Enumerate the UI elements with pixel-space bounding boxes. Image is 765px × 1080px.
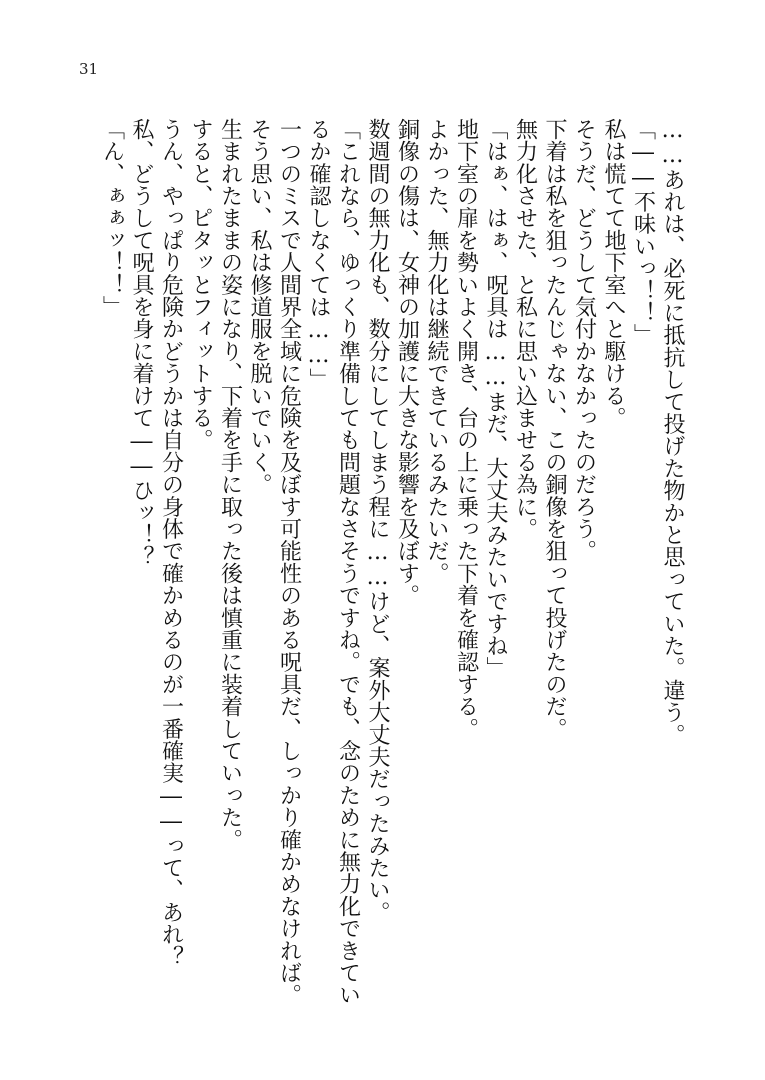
text-line: 生まれたままの姿になり、下着を手に取った後は慎重に装着していった。 <box>217 118 243 851</box>
text-line: 私、どうして呪具を身に着けて――ひッ！？ <box>129 118 154 568</box>
text-line: 「ん、ぁぁッ！！」 <box>99 118 125 318</box>
text-line: るか確認しなくては……」 <box>306 118 331 391</box>
body-text <box>97 118 687 1018</box>
text-line: 「これなら、ゆっくり準備しても問題なさそうですね。でも、念のために無力化できてい <box>335 118 361 1006</box>
text-line: 数週間の無力化も、数分にしてしまう程に……けど、案外大丈夫だったみたい。 <box>365 118 390 924</box>
text-line: ……あれは、必死に抵抗して投げた物かと思っていた。違う。 <box>660 118 685 746</box>
text-line: よかった、無力化は継続できているみたいだ。 <box>424 118 449 585</box>
text-line: 下着は私を狙ったんじゃない、この銅像を狙って投げたのだ。 <box>542 118 567 740</box>
text-line: 無力化させた、と私に思い込ませる為に。 <box>512 118 538 540</box>
text-line: そうだ、どうして気付かなかったのだろう。 <box>571 118 597 562</box>
text-line: そう思い、私は修道服を脱いでいく。 <box>247 118 272 496</box>
text-line: 一つのミスで人間界全域に危険を及ぼす可能性のある呪具だ、しっかり確かめなければ。 <box>276 118 302 1006</box>
text-line: 私は慌てて地下室へと駆ける。 <box>601 118 626 429</box>
text-line: 「はぁ、はぁ、呪具は……まだ、大丈夫みたいですね」 <box>483 118 508 679</box>
page-number: 31 <box>79 60 99 78</box>
text-line: 銅像の傷は、女神の加護に大きな影響を及ぼす。 <box>394 118 420 607</box>
text-line: 地下室の扉を勢いよく開き、台の上に乗った下着を確認する。 <box>453 118 479 740</box>
text-line: うん、やっぱり危険かどうかは自分の身体で確かめるのが一番確実――って、あれ？ <box>158 118 184 968</box>
text-line: すると、ピタッとフィットする。 <box>188 118 213 451</box>
text-line: 「――不味いっ！！」 <box>630 118 656 346</box>
